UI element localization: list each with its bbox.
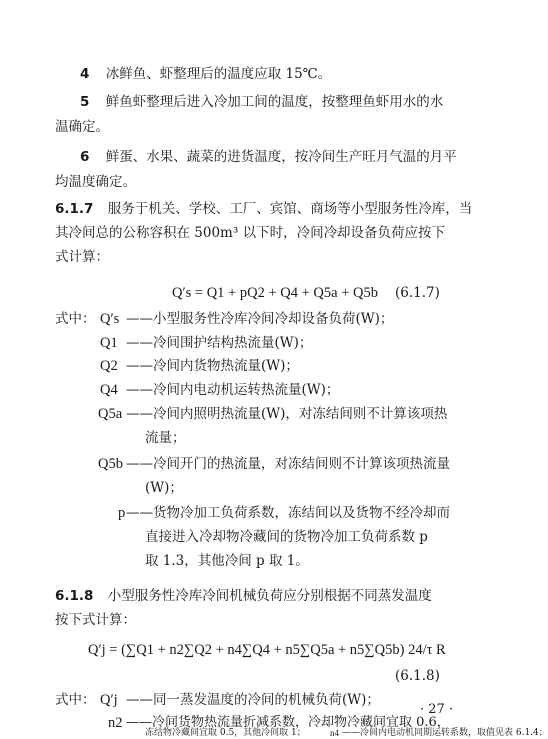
def-symbol: n4: [330, 728, 339, 738]
def-symbol: Q2: [100, 358, 118, 374]
def-text: ——冷间开门的热流量，对冻结间则不计算该项热流量: [126, 456, 450, 472]
def-symbol: n2: [108, 715, 123, 731]
item-4: [80, 64, 331, 84]
clause-6-1-8: [55, 586, 432, 606]
def-symbol: Q5b: [98, 456, 123, 472]
item-5: [80, 92, 443, 112]
def-text: ——冷间围护结构热流量(W)；: [126, 335, 313, 351]
equation-6-1-7: Q′s = Q1 + pQ2 + Q4 + Q5a + Q5b: [172, 285, 378, 301]
def-text-cont: 直接进入冷却物冷藏间的货物冷加工负荷系数 p: [145, 529, 428, 545]
def-symbol: Q′s: [100, 311, 120, 327]
clause-number: 6.1.8: [55, 588, 94, 604]
def-text-cont: 取 1.3，其他冷间 p 取 1。: [145, 553, 309, 569]
def-symbol: Q5a: [98, 406, 123, 422]
item-text: 鲜鱼虾整理后进入冷加工间的温度，按整理鱼虾用水的水: [105, 94, 444, 110]
def-text: ——冷间内电动机同期运转系数，取值见表 6.1.4；: [342, 728, 548, 738]
item-number: 4: [80, 66, 90, 82]
item-text: 冰鲜鱼、虾整理后的温度应取 15℃。: [105, 66, 332, 82]
clause-6-1-7: [55, 199, 472, 219]
clause-text-line: 按下式计算：: [55, 612, 136, 628]
def-symbol: Q′j: [100, 692, 118, 708]
clause-text: 小型服务性冷库冷间机械负荷应分别根据不同蒸发温度: [107, 588, 432, 604]
def-text: ——同一蒸发温度的冷间的机械负荷(W)；: [126, 692, 380, 708]
equation-number: (6.1.8): [395, 668, 440, 684]
def-text-cont: 流量；: [145, 430, 186, 446]
item-5-cont: 温确定。: [55, 119, 109, 135]
def-text: ——冷间内货物热流量(W)；: [126, 358, 299, 374]
def-symbol: Q1: [100, 335, 118, 351]
clause-text-line: 式计算：: [55, 249, 109, 265]
item-number: 5: [80, 94, 90, 110]
def-text: ——货物冷加工负荷系数，冻结间以及货物不经冷却而: [126, 505, 450, 521]
def-text: ——冷间内照明热流量(W)，对冻结间则不计算该项热: [126, 406, 448, 422]
equation-6-1-8: Q′j = (∑Q1 + n2∑Q2 + n4∑Q4 + n5∑Q5a + n5∑Q5b) 24/τ R: [88, 642, 446, 658]
page-number: · 27 ·: [420, 702, 454, 717]
def-text: ——冷间内电动机运转热流量(W)；: [126, 382, 340, 398]
def-symbol: Q4: [100, 382, 118, 398]
item-6-cont: 均温度确定。: [55, 174, 136, 190]
where-label: 式中：: [55, 692, 96, 708]
equation-number: (6.1.7): [395, 285, 440, 301]
def-text: ——冷间货物热流量折减系数，冷却物冷藏间宜取 0.6，: [126, 715, 450, 730]
item-6: [80, 147, 457, 167]
where-label: 式中：: [55, 311, 96, 327]
clause-number: 6.1.7: [55, 201, 94, 217]
item-number: 6: [80, 149, 90, 165]
def-symbol: p: [118, 505, 126, 521]
def-text-cont: 冻结物冷藏间宜取 0.5，其他冷间取 1；: [145, 728, 306, 738]
clause-text: 服务于机关、学校、工厂、宾馆、商场等小型服务性冷库，当: [107, 201, 473, 217]
def-text-cont: (W)；: [145, 480, 183, 496]
def-text: ——小型服务性冷库冷间冷却设备负荷(W)；: [126, 311, 394, 327]
clause-text-line: 其冷间总的公称容积在 500m³ 以下时，冷间冷却设备负荷应按下: [55, 225, 446, 241]
item-text: 鲜蛋、水果、蔬菜的进货温度，按冷间生产旺月气温的月平: [105, 149, 457, 165]
